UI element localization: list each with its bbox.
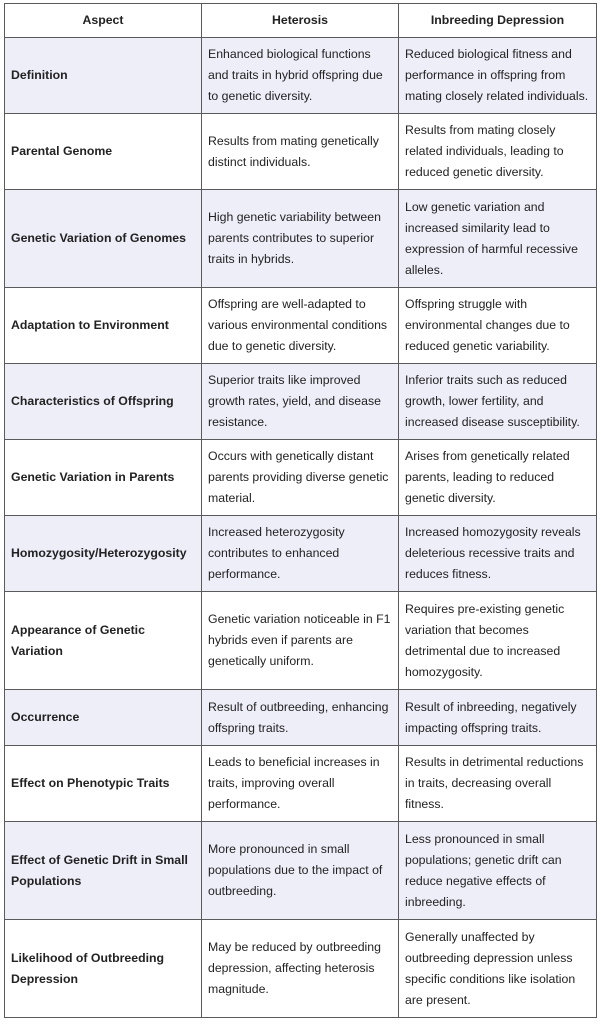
comparison-table [4,3,597,1018]
table-header-row [5,4,597,38]
aspect-cell: Effect on Phenotypic Traits [5,746,202,822]
table-row [5,288,597,364]
aspect-cell: Likelihood of Outbreeding Depression [5,920,202,1018]
table-body [5,38,597,1018]
heterosis-cell: Offspring are well-adapted to various environmental conditions due to genetic diversity. [202,288,399,364]
aspect-cell: Occurrence [5,690,202,746]
inbreeding-depression-cell: Result of inbreeding, negatively impacting offspring traits. [399,690,597,746]
header-aspect: Aspect [5,4,202,38]
aspect-cell: Homozygosity/Heterozygosity [5,516,202,592]
inbreeding-depression-cell: Arises from genetically related parents, leading to reduced genetic diversity. [399,440,597,516]
heterosis-cell: Superior traits like improved growth rates, yield, and disease resistance. [202,364,399,440]
inbreeding-depression-cell: Inferior traits such as reduced growth, lower fertility, and increased disease susceptibility. [399,364,597,440]
table-row [5,114,597,190]
heterosis-cell: Results from mating genetically distinct individuals. [202,114,399,190]
heterosis-cell: May be reduced by outbreeding depression, affecting heterosis magnitude. [202,920,399,1018]
aspect-cell: Characteristics of Offspring [5,364,202,440]
inbreeding-depression-cell: Low genetic variation and increased similarity lead to expression of harmful recessive alleles. [399,190,597,288]
heterosis-cell: More pronounced in small populations due to the impact of outbreeding. [202,822,399,920]
heterosis-cell: High genetic variability between parents contributes to superior traits in hybrids. [202,190,399,288]
aspect-cell: Adaptation to Environment [5,288,202,364]
inbreeding-depression-cell: Increased homozygosity reveals deleterious recessive traits and reduces fitness. [399,516,597,592]
table-row [5,516,597,592]
aspect-cell: Definition [5,38,202,114]
aspect-cell: Genetic Variation in Parents [5,440,202,516]
heterosis-cell: Enhanced biological functions and traits in hybrid offspring due to genetic diversity. [202,38,399,114]
table-row [5,920,597,1018]
aspect-cell: Appearance of Genetic Variation [5,592,202,690]
table-row [5,690,597,746]
inbreeding-depression-cell: Offspring struggle with environmental changes due to reduced genetic variability. [399,288,597,364]
inbreeding-depression-cell: Requires pre-existing genetic variation that becomes detrimental due to increased homozygosity. [399,592,597,690]
inbreeding-depression-cell: Results from mating closely related individuals, leading to reduced genetic diversity. [399,114,597,190]
heterosis-cell: Occurs with genetically distant parents providing diverse genetic material. [202,440,399,516]
inbreeding-depression-cell: Reduced biological fitness and performance in offspring from mating closely related individuals. [399,38,597,114]
aspect-cell: Parental Genome [5,114,202,190]
header-inbreeding-depression: Inbreeding Depression [399,4,597,38]
inbreeding-depression-cell: Results in detrimental reductions in traits, decreasing overall fitness. [399,746,597,822]
aspect-cell: Genetic Variation of Genomes [5,190,202,288]
header-heterosis: Heterosis [202,4,399,38]
table-row [5,440,597,516]
table-row [5,38,597,114]
inbreeding-depression-cell: Generally unaffected by outbreeding depression unless specific conditions like isolation are present. [399,920,597,1018]
heterosis-cell: Leads to beneficial increases in traits, improving overall performance. [202,746,399,822]
table-row [5,190,597,288]
heterosis-cell: Result of outbreeding, enhancing offspring traits. [202,690,399,746]
heterosis-cell: Genetic variation noticeable in F1 hybrids even if parents are genetically uniform. [202,592,399,690]
table-row [5,822,597,920]
inbreeding-depression-cell: Less pronounced in small populations; genetic drift can reduce negative effects of inbreeding. [399,822,597,920]
aspect-cell: Effect of Genetic Drift in Small Populations [5,822,202,920]
table-row [5,592,597,690]
table-row [5,364,597,440]
table-row [5,746,597,822]
comparison-table-container [4,3,597,1018]
heterosis-cell: Increased heterozygosity contributes to enhanced performance. [202,516,399,592]
